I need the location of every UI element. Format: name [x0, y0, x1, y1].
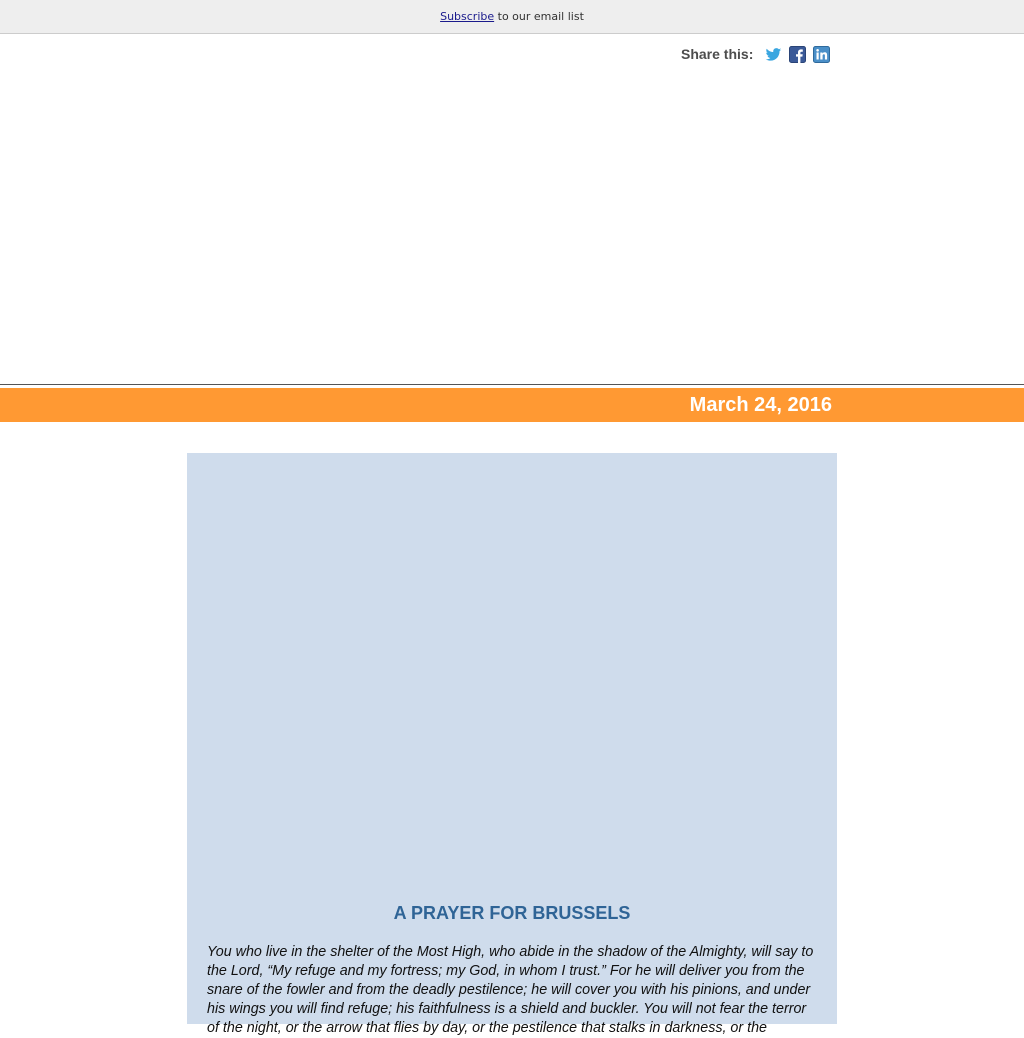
- issue-date: March 24, 2016: [689, 394, 832, 416]
- header-divider: [0, 384, 1024, 385]
- twitter-icon[interactable]: [765, 46, 782, 63]
- facebook-icon[interactable]: [789, 46, 806, 63]
- article-panel: [187, 453, 837, 1036]
- share-bar: [681, 44, 837, 64]
- subscribe-bar: [0, 0, 1024, 34]
- date-banner: [0, 388, 1024, 422]
- article-body: You who live in the shelter of the Most High, who abide in the shadow of the Almighty, will say to the Lord, “My refuge and my fortress; my God, in whom I trust.” For he will deliver you from the snare of the fowler and from the deadly pestilence; he will cover you with his pinions, and under his wings you will find refuge; his faithfulness is a shield and buckler. You will not fear the terror of the night, or the arrow that flies by day, or the pestilence that stalks in darkness, or the: [207, 944, 814, 1036]
- article-title: A PRAYER FOR BRUSSELS: [393, 903, 631, 923]
- share-label: Share this:: [681, 46, 754, 62]
- linkedin-icon[interactable]: [813, 46, 830, 63]
- subscribe-suffix: to our email list: [494, 10, 584, 23]
- subscribe-link[interactable]: Subscribe: [440, 10, 495, 23]
